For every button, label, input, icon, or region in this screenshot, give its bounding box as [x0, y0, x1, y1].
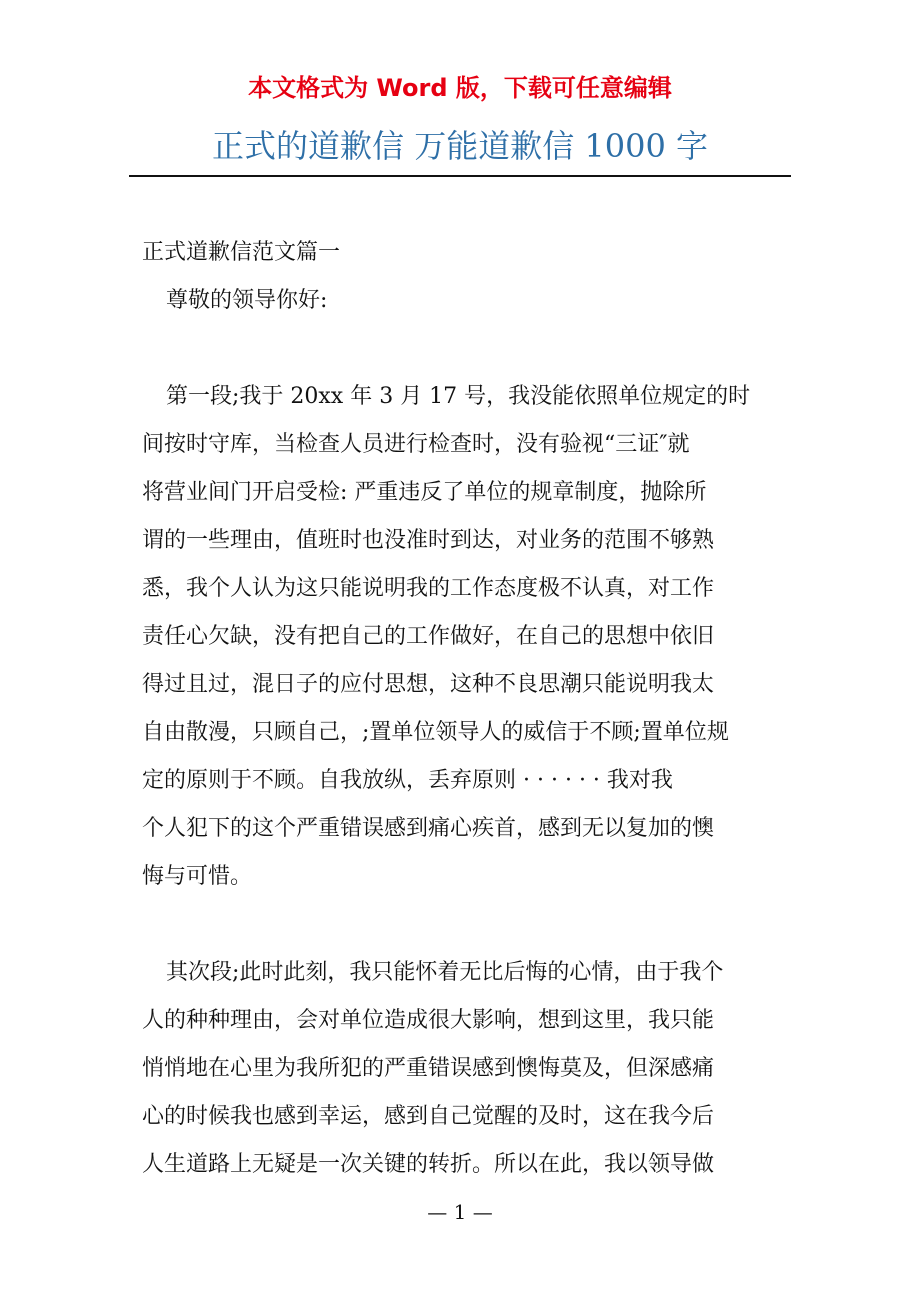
paragraph1-line: 得过且过，混日子的应付思想，这种不良思潮只能说明我太 — [142, 672, 715, 697]
document-title: 正式的道歉信 万能道歉信 1000 字 — [212, 127, 708, 165]
paragraph2-line: 悄悄地在心里为我所犯的严重错误感到懊悔莫及，但深感痛 — [142, 1056, 715, 1081]
paragraph1-line: 悔与可惜。 — [142, 864, 253, 889]
format-notice: 本文格式为 Word 版，下载可任意编辑 — [248, 74, 672, 102]
paragraph1-line: 悉，我个人认为这只能说明我的工作态度极不认真，对工作 — [142, 576, 715, 601]
paragraph1-line: 自由散漫，只顾自己，;置单位领导人的威信于不顾;置单位规 — [142, 720, 729, 745]
salutation: 尊敬的领导你好: — [166, 288, 328, 313]
paragraph1-line: 责任心欠缺，没有把自己的工作做好，在自己的思想中依旧 — [142, 624, 715, 649]
paragraph1-line: 定的原则于不顾。自我放纵，丢弃原则 · · · · · · 我对我 — [142, 768, 673, 793]
paragraph1-line: 第一段;我于 20xx 年 3 月 17 号，我没能依照单位规定的时 — [166, 384, 751, 409]
paragraph2-line: 人生道路上无疑是一次关键的转折。所以在此，我以领导做 — [142, 1152, 715, 1177]
paragraph1-line: 个人犯下的这个严重错误感到痛心疾首，感到无以复加的懊 — [142, 816, 715, 841]
paragraph1-line: 将营业间门开启受检: 严重违反了单位的规章制度，抛除所 — [142, 480, 707, 505]
paragraph2-line: 其次段;此时此刻，我只能怀着无比后悔的心情，由于我个 — [166, 960, 724, 985]
page-number: — 1 — — [427, 1200, 493, 1224]
section-heading: 正式道歉信范文篇一 — [142, 240, 341, 265]
paragraph1-line: 谓的一些理由，值班时也没准时到达，对业务的范围不够熟 — [142, 528, 715, 553]
paragraph2-line: 人的种种理由，会对单位造成很大影响，想到这里，我只能 — [142, 1008, 715, 1033]
header-divider — [129, 175, 791, 177]
paragraph1-line: 间按时守库，当检查人员进行检查时，没有验视“三证″就 — [142, 432, 690, 457]
paragraph2-line: 心的时候我也感到幸运，感到自己觉醒的及时，这在我今后 — [142, 1104, 715, 1129]
